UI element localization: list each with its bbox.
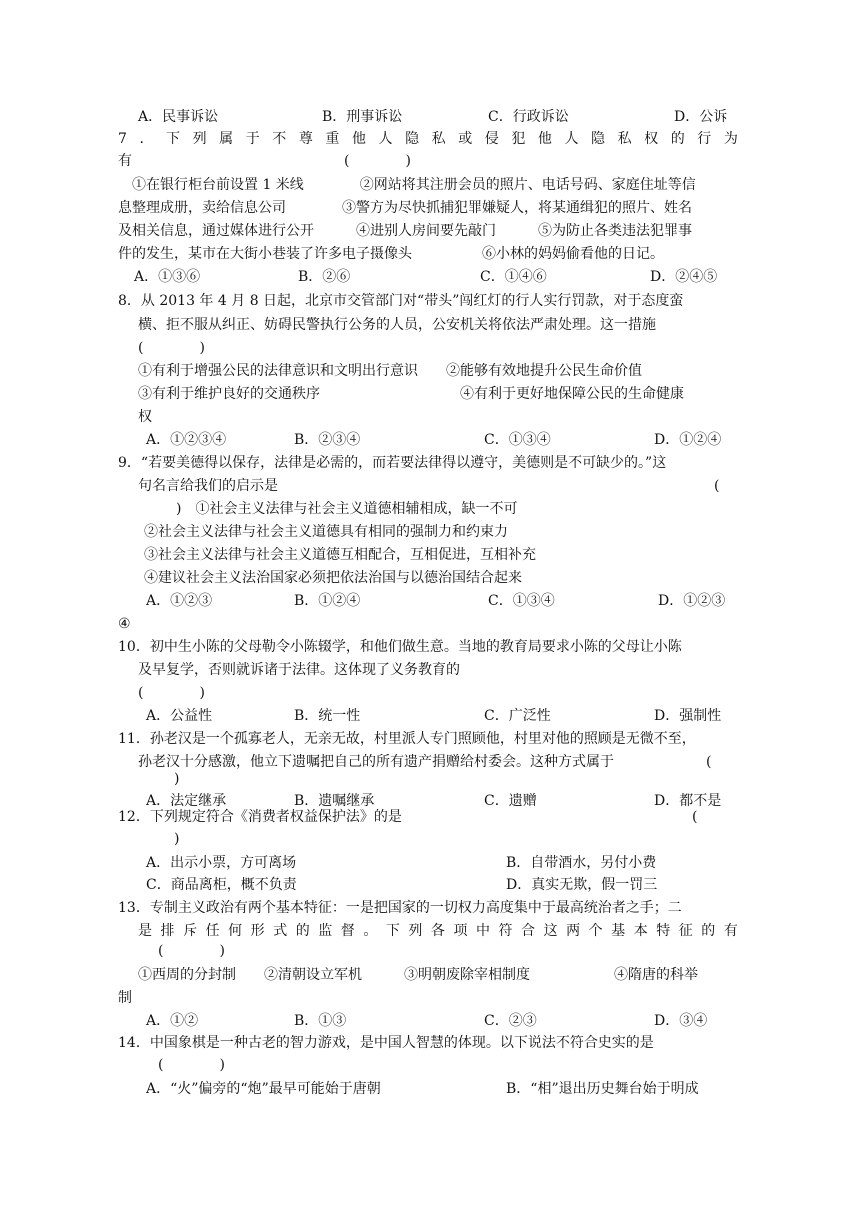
q7-stem-line2 — [118, 150, 738, 172]
q10-option-a: A．公益性 — [146, 708, 213, 724]
q7-option-b: B．②⑥ — [298, 269, 351, 285]
q13-char: 的 — [701, 923, 716, 939]
q7-char: 不 — [272, 131, 287, 147]
q12-paren-close: ) — [174, 831, 180, 847]
q7-option-a: A．①③⑥ — [134, 269, 201, 285]
q12-stem-text: 12．下列规定符合《消费者权益保护法》的是 — [118, 809, 402, 825]
q13-answer-paren: ( ) — [158, 943, 225, 959]
q9-option-a: A．①②③ — [146, 593, 213, 609]
q7-char: 列 — [192, 131, 207, 147]
q7-char: 于 — [245, 131, 260, 147]
q7-char: 人 — [564, 131, 579, 147]
q7-option-d: D．②④⑤ — [650, 269, 718, 285]
q11-option-a: A．法定继承 — [146, 793, 227, 809]
q12-paren-open: ( — [692, 809, 698, 825]
q13-char: 的 — [295, 923, 310, 939]
q7-item-line: 及相关信息，通过媒体进行公开 ④进别人房间要先敲门 ⑤为防止各类违法犯罪事 — [118, 223, 692, 239]
q13-char: 这 — [543, 923, 558, 939]
q7-char: 他 — [537, 131, 552, 147]
q12-option-d: D．真实无欺，假一罚三 — [506, 877, 658, 893]
q7-char: 人 — [378, 131, 393, 147]
q12-stem — [118, 806, 738, 828]
q9-option-d: D．①②③ — [658, 593, 726, 609]
q13-char: 列 — [408, 923, 423, 939]
q10-option-d: D．强制性 — [654, 708, 722, 724]
q10-stem: 及早复学，否则就诉诸于法律。这体现了义务教育的 — [138, 662, 460, 678]
q13-char: 。 — [363, 923, 378, 939]
q13-options — [118, 1010, 738, 1032]
q7-option-c: C．①④⑥ — [480, 269, 547, 285]
q6-option-c: C．行政诉讼 — [488, 109, 569, 125]
q7-char: 隐 — [405, 131, 420, 147]
q6-option-d: D．公诉 — [674, 109, 728, 125]
q6-option-b: B．刑事诉讼 — [322, 109, 403, 125]
q11-option-b: B．遗嘱继承 — [294, 793, 375, 809]
q13-char: 特 — [656, 923, 671, 939]
q14-options — [118, 1078, 738, 1100]
q9-option-c: C．①③④ — [488, 593, 555, 609]
q13-char: 下 — [385, 923, 400, 939]
q8-stem: 横、拒不服从纠正、妨碍民警执行公务的人员，公安机关将依法严肃处理。这一措施 — [138, 317, 656, 333]
q14-option-b: B．“相”退出历史舞台始于明成 — [506, 1081, 699, 1097]
q11-stem: 11．孙老汉是一个孤寡老人，无亲无故，村里派人专门照顾他，村里对他的照顾是无微不至， — [118, 731, 696, 747]
q13-char: 形 — [250, 923, 265, 939]
q7-char: 侵 — [484, 131, 499, 147]
q13-option-d: D．③④ — [654, 1013, 708, 1029]
q12-option-c: C．商品离柜，概不负责 — [146, 877, 297, 893]
q7-char: 私 — [431, 131, 446, 147]
q9-option-b: B．①②④ — [294, 593, 361, 609]
q10-option-c: C．广泛性 — [484, 708, 551, 724]
q14-stem: 14．中国象棋是一种古老的智力游戏，是中国人智慧的体现。以下说法不符合史实的是 — [118, 1035, 654, 1051]
q11-option-c: C．遗赠 — [484, 793, 537, 809]
q7-char: 隐 — [591, 131, 606, 147]
q7-stem — [118, 128, 738, 150]
q7-item-line: 件的发生，某市在大街小巷装了许多电子摄像头 ⑥小林的妈妈偷看他的日记。 — [118, 246, 664, 262]
q13-char: 是 — [138, 923, 152, 939]
q7-char: 行 — [697, 131, 712, 147]
q8-answer-paren: ( ) — [138, 340, 205, 356]
q8-options — [118, 429, 738, 451]
q6-options — [118, 106, 738, 128]
q7-char: 重 — [325, 131, 340, 147]
q13-char: 本 — [633, 923, 648, 939]
q14-option-a: A．“火”偏旁的“炮”最早可能始于唐朝 — [146, 1081, 381, 1097]
q12-options-row2 — [118, 874, 738, 896]
q14-answer-paren: ( ) — [158, 1057, 225, 1073]
q7-stem-tail: 有 — [118, 153, 132, 169]
q13-option-a: A．①② — [146, 1013, 199, 1029]
q7-char: 私 — [617, 131, 632, 147]
q11-paren-open: ( — [706, 754, 712, 770]
q7-char: 7 — [118, 131, 127, 147]
q8-item-line: ①有利于增强公民的法律意识和文明出行意识 ②能够有效地提升公民生命价值 — [138, 363, 642, 379]
q12-option-b: B．自带酒水，另付小费 — [506, 855, 657, 871]
q13-char: 各 — [430, 923, 445, 939]
q9-option-d-wrap: ④ — [118, 616, 131, 632]
q9-item-line: ) ①社会主义法律与社会主义道德相辅相成，缺一不可 — [176, 501, 518, 517]
q7-char: 犯 — [511, 131, 526, 147]
q7-char: 的 — [670, 131, 685, 147]
q9-item-line: ③社会主义法律与社会主义道德互相配合，互相促进，互相补充 — [144, 547, 536, 563]
q10-stem: 10．初中生小陈的父母勒令小陈辍学，和他们做生意。当地的教育局要求小陈的父母让小陈 — [118, 639, 682, 655]
q13-char: 个 — [588, 923, 603, 939]
q13-char: 符 — [498, 923, 513, 939]
q10-option-b: B．统一性 — [294, 708, 361, 724]
q7-item-line: 息整理成册，卖给信息公司 ③警方为尽快抓捕犯罪嫌疑人，将某通缉犯的照片、姓名 — [118, 200, 692, 216]
q6-option-a: A．民事诉讼 — [138, 109, 219, 125]
q13-char: 征 — [678, 923, 693, 939]
q7-item-line: ①在银行柜台前设置 1 米线 ②网站将其注册会员的照片、电话号码、家庭住址等信 — [132, 177, 696, 193]
q13-stem-line2 — [138, 920, 738, 942]
q13-char: 基 — [611, 923, 626, 939]
q7-options — [118, 266, 738, 288]
q12-option-a: A．出示小票，方可离场 — [146, 855, 297, 871]
q11-paren-close: ) — [174, 771, 180, 787]
q13-item-line: ①西周的分封制 ②清朝设立军机 ③明朝废除宰相制度 ④隋唐的科举 — [138, 967, 698, 983]
q9-item-line: ②社会主义法律与社会主义道德具有相同的强制力和约束力 — [144, 524, 508, 540]
q13-char: 督 — [340, 923, 355, 939]
q7-char: 为 — [723, 131, 738, 147]
q13-char: 式 — [273, 923, 288, 939]
q13-stem: 13．专制主义政治有两个基本特征：一是把国家的一切权力高度集中于最高统治者之手；二 — [118, 900, 682, 916]
q13-char: 任 — [205, 923, 220, 939]
q7-char: 或 — [458, 131, 473, 147]
q8-option-d: D．①②④ — [654, 432, 722, 448]
q8-item-line: ③有利于维护良好的交通秩序 ④有利于更好地保障公民的生命健康 — [138, 386, 684, 402]
q13-char: 两 — [566, 923, 581, 939]
q8-item-line: 权 — [138, 409, 152, 425]
q9-stem-line2 — [118, 475, 738, 497]
q9-options — [118, 590, 738, 612]
q11-option-d: D．都不是 — [654, 793, 722, 809]
q13-char: 项 — [453, 923, 468, 939]
q13-char: 中 — [475, 923, 490, 939]
q7-char: 权 — [644, 131, 659, 147]
q8-option-c: C．①③④ — [484, 432, 551, 448]
q13-char: 排 — [160, 923, 175, 939]
q9-stem-text: 句名言给我们的启示是 — [138, 478, 278, 494]
q7-char: 属 — [219, 131, 234, 147]
q7-char: 他 — [351, 131, 366, 147]
q13-char: 有 — [723, 923, 738, 939]
q7-char: ． — [139, 131, 154, 147]
q10-answer-paren: ( ) — [138, 685, 205, 701]
q9-item-line: ④建议社会主义法治国家必须把依法治国与以德治国结合起来 — [144, 570, 522, 586]
q13-char: 斥 — [183, 923, 198, 939]
q13-option-b: B．①③ — [294, 1013, 347, 1029]
q11-stem-text: 孙老汉十分感激，他立下遗嘱把自己的所有遗产捐赠给村委会。这种方式属于 — [138, 754, 614, 770]
q9-paren-open: ( — [714, 478, 720, 494]
q13-option-c: C．②③ — [484, 1013, 537, 1029]
q13-char: 何 — [228, 923, 243, 939]
q10-options — [118, 705, 738, 727]
q8-option-b: B．②③④ — [294, 432, 361, 448]
q8-option-a: A．①②③④ — [146, 432, 227, 448]
q12-options-row1 — [118, 852, 738, 874]
q7-answer-paren: ( ) — [344, 153, 411, 169]
q7-char: 下 — [166, 131, 181, 147]
q13-char: 合 — [521, 923, 536, 939]
q7-char: 尊 — [298, 131, 313, 147]
q13-item-line: 制 — [118, 990, 132, 1006]
q9-stem: 9．“若要美德得以保存，法律是必需的，而若要法律得以遵守，美德则是不可缺少的。”这 — [118, 455, 667, 471]
q8-stem: 8．从 2013 年 4 月 8 日起，北京市交管部门对“带头”闯红灯的行人实行罚款，对于态度蛮 — [118, 293, 684, 309]
q13-char: 监 — [318, 923, 333, 939]
